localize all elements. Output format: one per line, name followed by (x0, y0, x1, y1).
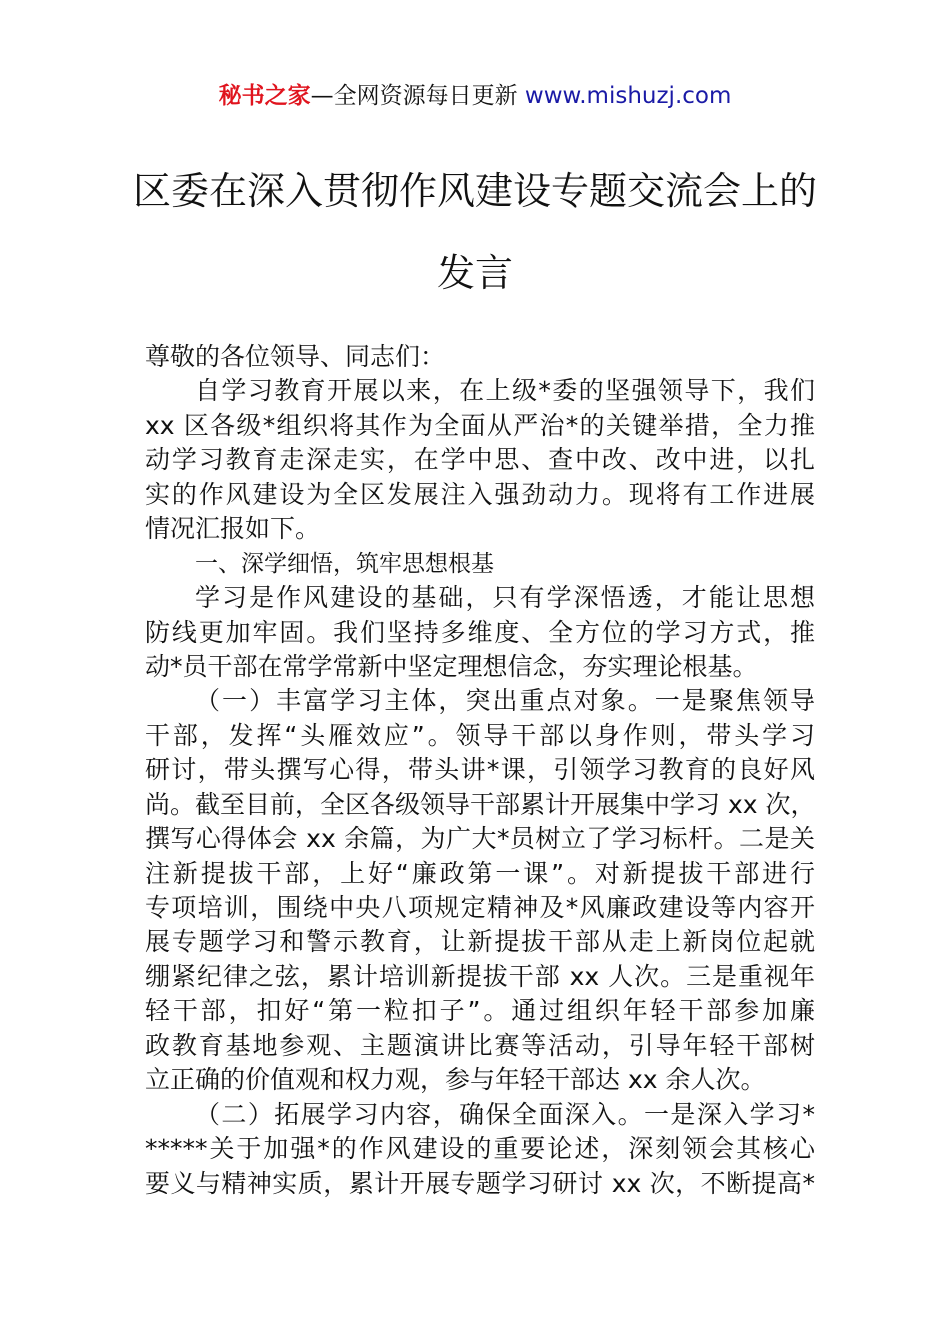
title-line-2: 发言 (436, 251, 513, 295)
body-line: xx 区各级*组织将其作为全面从严治*的关键举措，全力推 (145, 410, 815, 440)
body-line: 防线更加牢固。我们坚持多维度、全方位的学习方式，推 (145, 617, 815, 647)
body-line: 撰写心得体会 xx 余篇，为广大*员树立了学习标杆。二是关 (145, 824, 815, 854)
title-line-1: 区委在深入贯彻作风建设专题交流会上的 (132, 169, 817, 213)
body-line: 政教育基地参观、主题演讲比赛等活动，引导年轻干部树 (145, 1030, 815, 1060)
body-line: （一）丰富学习主体，突出重点对象。一是聚焦领导 (195, 686, 815, 716)
body-line: 动学习教育走深走实，在学中思、查中改、改中进，以扎 (145, 445, 815, 475)
section-heading: 一、深学细悟，筑牢思想根基 (195, 550, 494, 577)
body-line: 自学习教育开展以来，在上级*委的坚强领导下，我们 (195, 376, 815, 406)
salutation: 尊敬的各位领导、同志们： (145, 342, 446, 371)
body-line: 展专题学习和警示教育，让新提拔干部从走上新岗位起就 (145, 927, 815, 957)
body-line: 要义与精神实质，累计开展专题学习研讨 xx 次，不断提高* (145, 1168, 815, 1198)
body-line: 学习是作风建设的基础，只有学深悟透，才能让思想 (195, 583, 815, 613)
body-line: 尚。截至目前，全区各级领导干部累计开展集中学习 xx 次， (145, 789, 816, 819)
site-brand: 秘书之家 (218, 83, 311, 109)
body-line: 研讨，带头撰写心得，带头讲*课，引领学习教育的良好风 (145, 755, 815, 785)
document-title (0, 169, 950, 295)
body-line: 绷紧纪律之弦，累计培训新提拔干部 xx 人次。三是重视年 (145, 961, 815, 991)
body-line: 实的作风建设为全区发展注入强劲动力。现将有工作进展 (145, 479, 815, 509)
body-line: 干部，发挥“头雁效应”。领导干部以身作则，带头学习 (145, 720, 815, 750)
body-line: 情况汇报如下。 (145, 514, 321, 544)
body-line: （二）拓展学习内容，确保全面深入。一是深入学习* (195, 1099, 815, 1129)
document-body (145, 340, 815, 1201)
body-line: 动*员干部在常学常新中坚定理想信念，夯实理论根基。 (145, 651, 758, 681)
body-line: 立正确的价值观和权力观，参与年轻干部达 xx 余人次。 (145, 1065, 766, 1095)
site-slogan: —全网资源每日更新 (310, 83, 525, 109)
site-url-link[interactable]: www.mishuzj.com (524, 83, 732, 109)
body-line: *****关于加强*的作风建设的重要论述，深刻领会其核心 (145, 1134, 815, 1164)
body-line: 专项培训，围绕中央八项规定精神及*风廉政建设等内容开 (145, 893, 815, 922)
body-line: 注新提拔干部，上好“廉政第一课”。对新提拔干部进行 (145, 858, 815, 888)
site-header (0, 80, 950, 112)
body-line: 轻干部，扣好“第一粒扣子”。通过组织年轻干部参加廉 (145, 996, 815, 1026)
